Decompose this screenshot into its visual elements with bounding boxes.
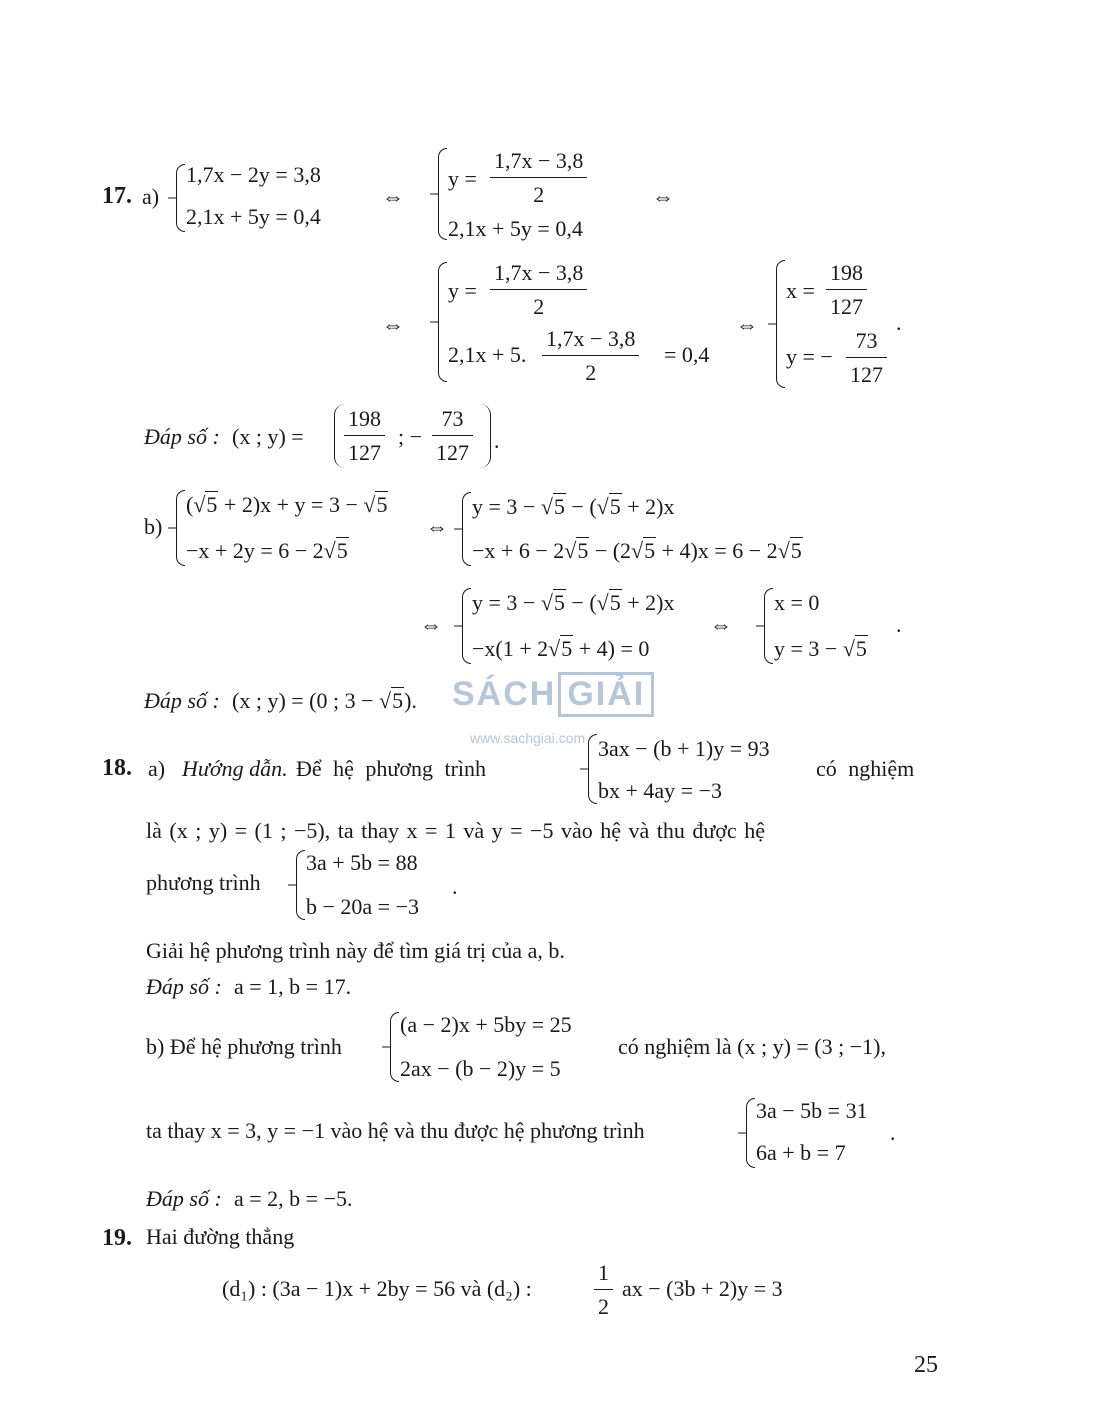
equation: ax − (3b + 2)y = 3 [622,1276,783,1301]
equation: −x + 2y = 6 − 2√5 [186,538,348,563]
part-b-label: b) [144,514,163,539]
answer-text: a = 1, b = 17. [234,974,352,999]
answer-label: Đáp số : [146,974,222,999]
paragraph-text: ta thay x = 3, y = −1 vào hệ và thu được hệ phương trình [146,1118,645,1143]
equation: 3a + 5b = 88 [306,850,418,875]
equivalence-symbol: ⇔ [710,612,732,637]
paragraph-text: Hai đường thẳng [146,1224,295,1249]
paragraph-text: có nghiệm [816,756,915,781]
equivalence-symbol: ⇔ [426,514,448,539]
brace-18a-2 [296,850,305,920]
equation: y = 3 − √5 − (√5 + 2)x [472,494,675,519]
equation-lhs: 2,1x + 5. [448,342,527,367]
equation: x = 0 [774,590,820,615]
paragraph-text: Giải hệ phương trình này để tìm giá trị của a, b. [146,938,565,963]
period: . [896,310,902,335]
equation: −x(1 + 2√5 + 4) = 0 [472,636,650,661]
fraction: $\frac{198}{127}$ [344,408,385,464]
brace-17a-1 [176,164,185,232]
equivalence-symbol: ⇔ [736,312,758,337]
equivalence-symbol: ⇔ [652,184,674,209]
fraction: $\frac{198}{127}$ [826,262,867,318]
paragraph-text: b) Để hệ phương trình [146,1034,342,1059]
answer-text: (x ; y) = [232,424,304,449]
paragraph-text: Để hệ phương trình [296,756,487,781]
fraction: $\frac{73}{127}$ [432,408,473,464]
fraction: $\frac{1,7x - 3,8}{2}$ [542,328,639,384]
problem-19-number: 19. [102,1225,132,1251]
period: . [896,612,902,637]
brace-18b-2 [746,1098,755,1168]
brace-17b-2 [462,492,471,566]
answer-text: (x ; y) = (0 ; 3 − √5). [232,688,417,713]
period: . [890,1120,896,1145]
part-a-label: a) [148,756,166,781]
right-paren [480,404,491,468]
hint-label: Hướng dẫn. [182,756,288,781]
paragraph-text: là (x ; y) = (1 ; −5), ta thay x = 1 và y = −5 vào hệ và thu được hệ [146,818,765,843]
paragraph-text: có nghiệm là (x ; y) = (3 ; −1), [618,1034,886,1059]
equation: (√5 + 2)x + y = 3 − √5 [186,492,388,517]
equation: y = 3 − √5 − (√5 + 2)x [472,590,675,615]
equation: −x + 6 − 2√5 − (2√5 + 4)x = 6 − 2√5 [472,538,802,563]
brace-17a-3 [438,262,447,382]
separator: ; − [398,424,423,449]
fraction: $\frac{1,7x - 3,8}{2}$ [490,262,587,318]
equation: 2ax − (b − 2)y = 5 [400,1056,561,1081]
paragraph-text: phương trình [146,870,261,895]
equation: y = 3 − √5 [774,636,867,661]
equivalence-symbol: ⇔ [382,312,404,337]
brace-18a-1 [588,734,597,804]
equation-lhs: y = [448,166,477,191]
equation: 2,1x + 5y = 0,4 [186,204,321,229]
equation-lhs: x = [786,278,815,303]
equation-lhs: y = [448,278,477,303]
fraction: $\frac{1}{2}$ [594,1262,613,1318]
brace-17b-1 [176,490,185,566]
problem-18-number: 18. [102,755,132,781]
equation: (d₁) : (3a − 1)x + 2by = 56 và (d₂) : [222,1276,532,1301]
equation: (a − 2)x + 5by = 25 [400,1012,572,1037]
fraction: $\frac{73}{127}$ [846,330,887,386]
equation-lhs: y = − [786,344,833,369]
brace-17b-4 [764,588,773,664]
equation: 3a − 5b = 31 [756,1098,868,1123]
brace-17a-2 [438,148,447,240]
equation-rhs: = 0,4 [664,342,710,367]
watermark-logo: SÁCH GIẢI [452,672,656,717]
equivalence-symbol: ⇔ [382,184,404,209]
equation: b − 20a = −3 [306,894,419,919]
answer-label: Đáp số : [144,688,220,713]
equation: 6a + b = 7 [756,1140,846,1165]
brace-18b-1 [390,1012,399,1082]
equation: 1,7x − 2y = 3,8 [186,162,321,187]
watermark-url: www.sachgiai.com [470,730,586,746]
answer-text: a = 2, b = −5. [234,1186,353,1211]
period: . [494,428,500,453]
part-a-label: a) [142,184,160,209]
answer-label: Đáp số : [144,424,220,449]
fraction: $\frac{1,7x - 3,8}{2}$ [490,150,587,206]
answer-label: Đáp số : [146,1186,222,1211]
brace-17a-4 [776,260,785,388]
brace-17b-3 [462,588,471,664]
page-number: 25 [914,1352,938,1378]
period: . [452,874,458,899]
problem-17-number: 17. [102,183,132,209]
equation: 2,1x + 5y = 0,4 [448,216,583,241]
equation: bx + 4ay = −3 [598,778,722,803]
equivalence-symbol: ⇔ [420,612,442,637]
equation: 3ax − (b + 1)y = 93 [598,736,770,761]
